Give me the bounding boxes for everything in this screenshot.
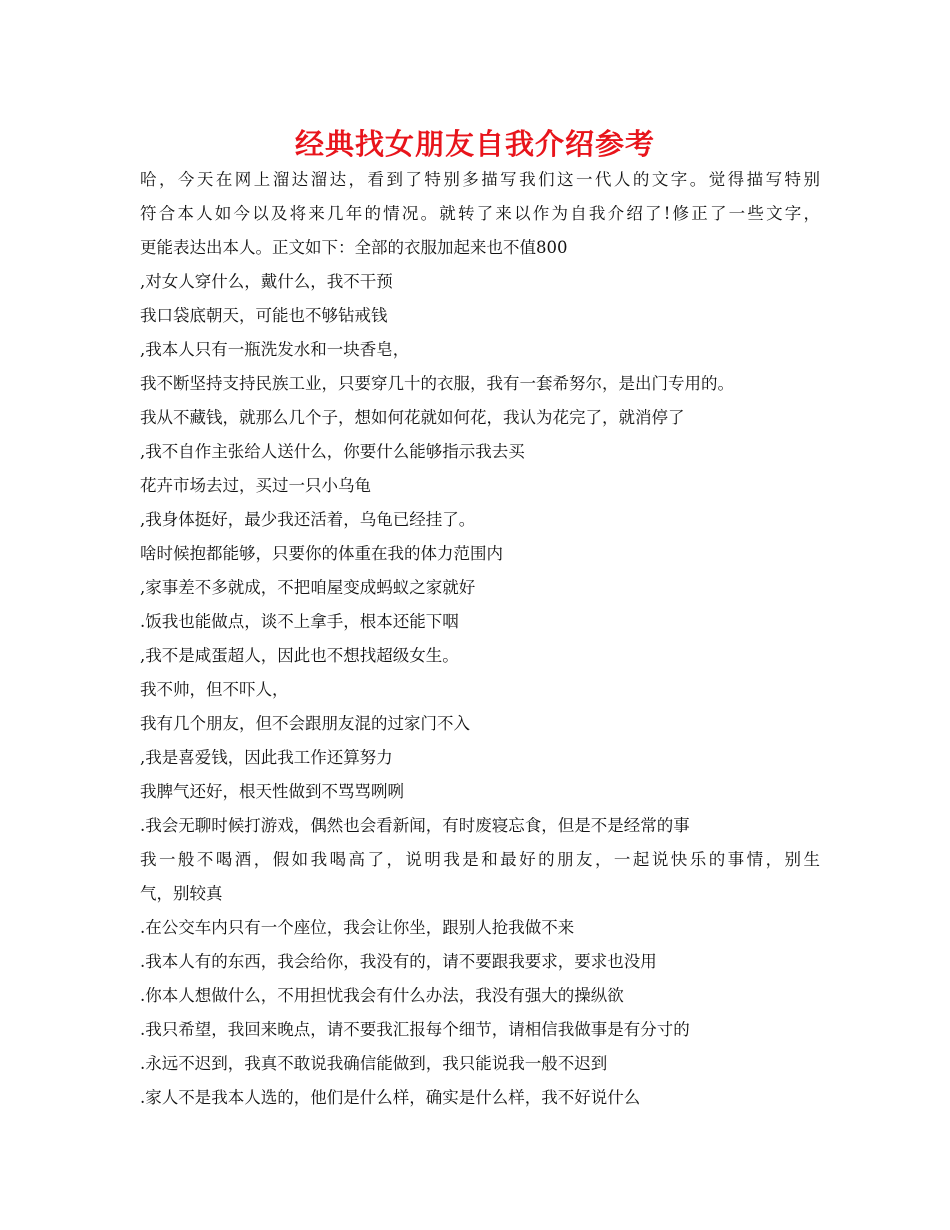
body-line: 我一般不喝酒，假如我喝高了，说明我是和最好的朋友，一起说快乐的事情，别生 — [140, 850, 820, 869]
body-line: ,我是喜爱钱，因此我工作还算努力 — [140, 748, 393, 767]
body-line: .饭我也能做点，谈不上拿手，根本还能下咽 — [140, 612, 459, 631]
body-line: 符合本人如今以及将来几年的情况。就转了来以作为自我介绍了!修正了一些文字， — [140, 204, 820, 223]
body-line: .在公交车内只有一个座位，我会让你坐，跟别人抢我做不来 — [140, 918, 575, 937]
body-line: 我脾气还好，根天性做到不骂骂咧咧 — [140, 782, 404, 801]
body-line: 哈，今天在网上溜达溜达，看到了特别多描写我们这一代人的文字。觉得描写特别 — [140, 170, 820, 189]
body-line: .永远不迟到，我真不敢说我确信能做到，我只能说我一般不迟到 — [140, 1054, 608, 1073]
body-line: 气，别较真 — [140, 884, 223, 903]
body-line: 我从不藏钱，就那么几个子，想如何花就如何花，我认为花完了，就消停了 — [140, 408, 685, 427]
body-line: 更能表达出本人。正文如下：全部的衣服加起来也不值800 — [140, 238, 568, 257]
body-line: 我有几个朋友，但不会跟朋友混的过家门不入 — [140, 714, 470, 733]
body-line: 我不断坚持支持民族工业，只要穿几十的衣服，我有一套希努尔，是出门专用的。 — [140, 374, 734, 393]
document-title: 经典找女朋友自我介绍参考 — [294, 127, 655, 161]
document-body — [140, 163, 820, 1115]
body-line: .你本人想做什么，不用担忧我会有什么办法，我没有强大的操纵欲 — [140, 986, 624, 1005]
body-line: ,我不是咸蛋超人，因此也不想找超级女生。 — [140, 646, 459, 665]
body-line: ,我本人只有一瓶洗发水和一块香皂， — [140, 340, 410, 359]
body-line: .我会无聊时候打游戏，偶然也会看新闻，有时废寝忘食，但是不是经常的事 — [140, 816, 690, 835]
body-line: 啥时候抱都能够，只要你的体重在我的体力范围内 — [140, 544, 503, 563]
body-line: .我只希望，我回来晚点，请不要我汇报每个细节，请相信我做事是有分寸的 — [140, 1020, 690, 1039]
body-line: ,我不自作主张给人送什么，你要什么能够指示我去买 — [140, 442, 525, 461]
body-line: 我不帅，但不吓人， — [140, 680, 289, 699]
body-line: 我口袋底朝天，可能也不够钻戒钱 — [140, 306, 388, 325]
body-line: ,对女人穿什么，戴什么，我不干预 — [140, 272, 393, 291]
body-line: ,家事差不多就成，不把咱屋变成蚂蚁之家就好 — [140, 578, 476, 597]
body-line: ,我身体挺好，最少我还活着，乌龟已经挂了。 — [140, 510, 476, 529]
body-line: 花卉市场去过，买过一只小乌龟 — [140, 476, 371, 495]
body-line: .我本人有的东西，我会给你，我没有的，请不要跟我要求，要求也没用 — [140, 952, 657, 971]
body-line: .家人不是我本人选的，他们是什么样，确实是什么样，我不好说什么 — [140, 1088, 641, 1107]
